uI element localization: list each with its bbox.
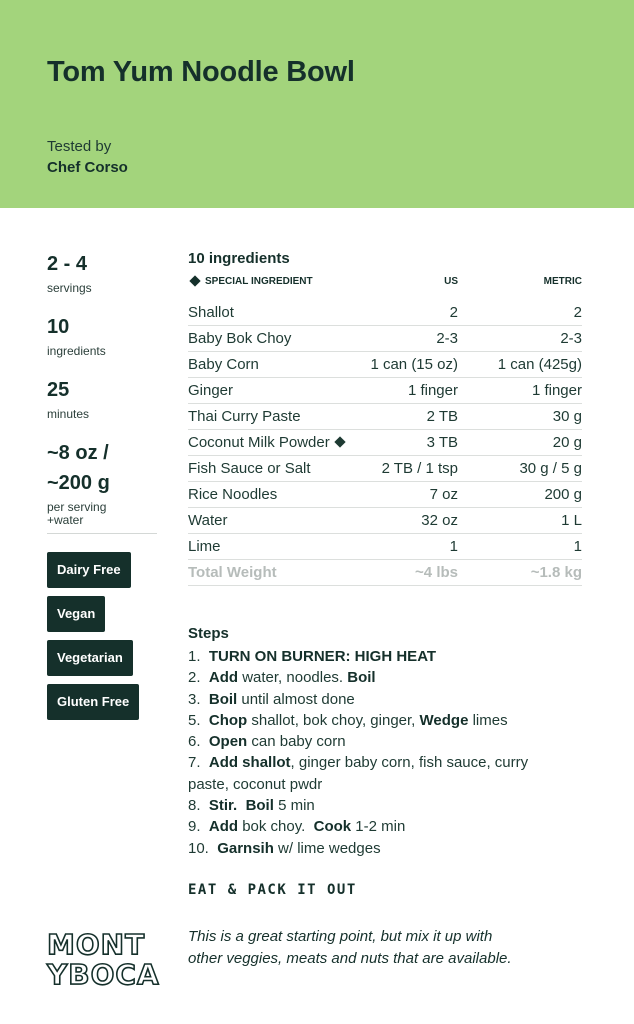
step-text xyxy=(237,797,245,814)
stat-label: servings xyxy=(47,281,92,295)
step-number: 7. xyxy=(188,754,209,772)
steps-title: Steps xyxy=(188,625,229,642)
stat-label-line1: per serving xyxy=(47,500,107,514)
ingredient-metric: 1 xyxy=(573,538,582,555)
step-text: , ginger baby corn, fish sauce, curry paste, coconut pwdr xyxy=(188,754,533,793)
eat-pack-out: EAT & PACK IT OUT xyxy=(188,882,357,898)
ingredient-name: Coconut Milk Powder xyxy=(188,434,344,451)
stat-value: 2 - 4 xyxy=(47,253,88,275)
step-action: Stir. xyxy=(208,797,238,815)
recipe-title: Tom Yum Noodle Bowl xyxy=(47,56,355,88)
ingredient-metric: 1 can (425g) xyxy=(497,356,582,373)
step-item xyxy=(188,646,568,667)
ingredient-row xyxy=(188,430,582,456)
ingredient-name: Baby Bok Choy xyxy=(188,330,292,347)
ingredient-row xyxy=(188,404,582,430)
step-text: can baby corn xyxy=(247,733,346,751)
step-action: Chop xyxy=(208,711,248,729)
monty-boca-logo xyxy=(47,930,167,994)
ingredient-metric: 30 g / 5 g xyxy=(519,460,582,477)
recipe-note: This is a great starting point, but mix it up with other veggies, meats and nuts that are available. xyxy=(188,928,512,967)
column-metric: METRIC xyxy=(543,276,582,287)
tag-vegan: Vegan xyxy=(47,596,105,632)
ingredient-us: 2 xyxy=(449,304,458,321)
step-number: 5. xyxy=(188,711,209,729)
ingredient-row xyxy=(188,482,582,508)
ingredient-name: Ginger xyxy=(188,382,234,399)
step-action: Cook xyxy=(313,818,352,836)
step-text: bok choy. xyxy=(238,818,314,836)
step-number: 8. xyxy=(188,797,209,815)
ingredient-row xyxy=(188,508,582,534)
ingredient-name: Baby Corn xyxy=(188,356,259,373)
ingredient-name: Thai Curry Paste xyxy=(188,408,301,425)
ingredient-name: Water xyxy=(188,512,228,529)
ingredient-metric: 1 finger xyxy=(531,382,582,399)
ingredient-name: Shallot xyxy=(188,304,234,321)
ingredient-metric: ~1.8 kg xyxy=(530,564,582,581)
ingredient-row xyxy=(188,456,582,482)
total-weight-row xyxy=(188,560,582,586)
step-text: until almost done xyxy=(237,690,355,708)
stat-value-line1: ~8 oz / xyxy=(47,442,109,464)
ingredient-us: 2-3 xyxy=(436,330,458,347)
step-item xyxy=(188,731,568,752)
ingredient-metric: 20 g xyxy=(552,434,582,451)
ingredient-name: Fish Sauce or Salt xyxy=(188,460,311,477)
ingredient-us: 2 TB xyxy=(426,408,458,425)
step-action: Boil xyxy=(245,797,274,815)
step-action: TURN ON BURNER: HIGH HEAT xyxy=(208,648,437,665)
step-action: Boil xyxy=(208,690,238,708)
ingredient-us: 1 xyxy=(449,538,458,555)
step-item xyxy=(188,667,568,688)
step-item xyxy=(188,838,568,859)
steps-list xyxy=(188,646,568,859)
step-text: 1-2 min xyxy=(351,818,406,836)
ingredient-metric: 1 L xyxy=(561,512,582,529)
step-action: Wedge xyxy=(419,711,469,729)
ingredient-us: 7 oz xyxy=(429,486,458,503)
diet-tags xyxy=(47,552,139,728)
step-item xyxy=(188,710,568,731)
step-action: Open xyxy=(208,733,248,751)
tested-by-label: Tested by xyxy=(47,138,112,155)
stat-value: 25 xyxy=(47,379,70,401)
ingredient-metric: 2-3 xyxy=(560,330,582,347)
column-us: US xyxy=(444,276,458,287)
header-banner xyxy=(0,0,634,208)
step-action: Add xyxy=(208,818,239,836)
stat-servings xyxy=(47,250,157,295)
ingredient-name: Total Weight xyxy=(188,564,277,581)
step-number: 6. xyxy=(188,733,209,751)
diamond-icon xyxy=(189,275,200,286)
ingredient-row xyxy=(188,352,582,378)
step-action: Garnsih xyxy=(217,839,274,857)
step-text: 5 min xyxy=(273,797,315,815)
ingredient-name: Lime xyxy=(188,538,221,555)
ingredient-us: 3 TB xyxy=(426,434,458,451)
stat-minutes xyxy=(47,376,157,421)
ingredient-us: 32 oz xyxy=(421,512,458,529)
ingredient-us: 1 can (15 oz) xyxy=(370,356,458,373)
step-number: 2. xyxy=(188,669,209,687)
tested-by-name: Chef Corso xyxy=(47,159,128,176)
stat-value: 10 xyxy=(47,316,70,338)
logo-line-1: MONT xyxy=(47,928,146,961)
step-action: Add shallot xyxy=(208,754,291,772)
step-item xyxy=(188,795,568,816)
step-item xyxy=(188,689,568,710)
stat-ingredients xyxy=(47,313,157,358)
ingredients-title: 10 ingredients xyxy=(188,250,290,267)
ingredient-row xyxy=(188,534,582,560)
ingredients-header xyxy=(188,276,582,292)
ingredient-us: ~4 lbs xyxy=(415,564,458,581)
special-ingredient-legend xyxy=(188,276,313,287)
step-number: 3. xyxy=(188,690,209,708)
diamond-icon xyxy=(334,436,345,447)
ingredient-row xyxy=(188,378,582,404)
step-number: 1. xyxy=(188,648,209,665)
ingredient-metric: 2 xyxy=(573,304,582,321)
ingredient-row xyxy=(188,326,582,352)
step-item xyxy=(188,752,568,795)
step-text: limes xyxy=(468,711,508,729)
ingredient-us: 2 TB / 1 tsp xyxy=(381,460,458,477)
step-number: 9. xyxy=(188,818,209,836)
ingredient-row xyxy=(188,300,582,326)
stat-value-line2: ~200 g xyxy=(47,472,110,494)
stats-divider xyxy=(47,533,157,534)
ingredient-name: Rice Noodles xyxy=(188,486,278,503)
ingredient-metric: 30 g xyxy=(552,408,582,425)
step-text: w/ lime wedges xyxy=(273,839,381,857)
step-action: Boil xyxy=(347,669,376,687)
special-ingredient-label: SPECIAL INGREDIENT xyxy=(205,276,313,287)
stat-portion xyxy=(47,439,157,527)
step-item xyxy=(188,816,568,837)
ingredient-us: 1 finger xyxy=(407,382,458,399)
step-number: 10. xyxy=(188,839,218,857)
step-text: shallot, bok choy, ginger, xyxy=(247,711,420,729)
stat-label-line2: +water xyxy=(47,513,84,527)
tag-vegetarian: Vegetarian xyxy=(47,640,133,676)
tag-gluten-free: Gluten Free xyxy=(47,684,139,720)
step-action: Add xyxy=(208,669,239,687)
stat-label: minutes xyxy=(47,407,90,421)
logo-line-2: YBOCA xyxy=(47,958,160,991)
recipe-stats xyxy=(47,250,157,545)
stat-label: ingredients xyxy=(47,344,106,358)
tag-dairy-free: Dairy Free xyxy=(47,552,131,588)
step-text: water, noodles. xyxy=(238,669,348,687)
ingredient-metric: 200 g xyxy=(544,486,582,503)
ingredients-table xyxy=(188,300,582,586)
